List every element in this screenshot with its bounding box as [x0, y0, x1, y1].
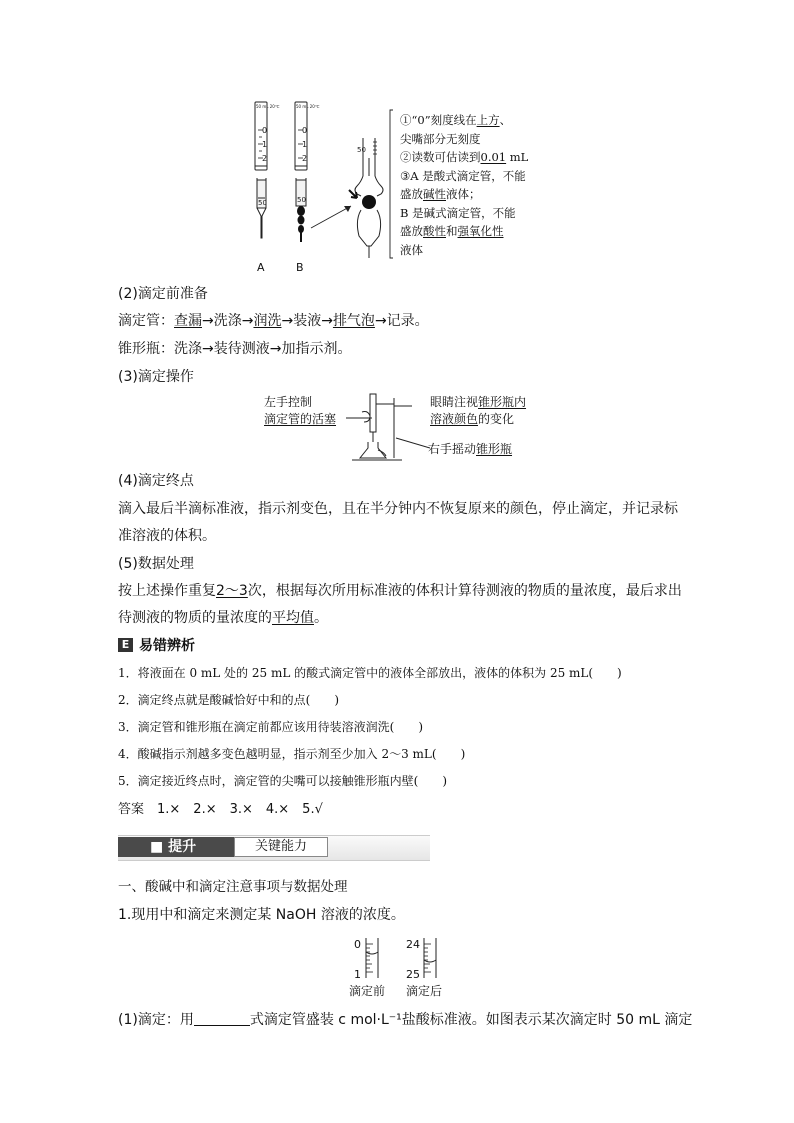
- error-item-3: 3．滴定管和锥形瓶在滴定前都应该用待装溶液润洗( ): [118, 720, 424, 734]
- question-1-1: (1)滴定：用 式滴定管盛装 c mol·L⁻¹盐酸标准液。如图表示某次滴定时 50 mL 滴定: [118, 1012, 693, 1028]
- error-analysis-heading: E 易错辨析: [118, 636, 195, 654]
- data-line-1: 按上述操作重复2～3次，根据每次所用标准液的体积计算待测液的物质的量浓度，最后求出: [118, 583, 682, 599]
- tube-a-scale-1: 1: [262, 140, 268, 149]
- after-bottom-reading: 25: [406, 968, 420, 981]
- burette-a: [255, 102, 267, 238]
- operation-heading: (3)滴定操作: [118, 369, 194, 385]
- note-line-2: 尖嘴部分无刻度: [400, 131, 481, 146]
- answer-line: 答案 1.× 2.× 3.× 4.× 5.√: [118, 802, 323, 817]
- data-line-2: 待测液的物质的量浓度的平均值。: [118, 610, 328, 626]
- tube-b-scale-50: 50: [297, 196, 306, 204]
- answer-blank[interactable]: [194, 1011, 250, 1026]
- prep-burette-line: 滴定管：查漏→洗涤→润洗→装液→排气泡→记录。: [118, 313, 429, 329]
- after-label: 滴定后: [406, 984, 443, 998]
- error-badge-icon: E: [118, 638, 133, 652]
- section-tab-key-ability: 关键能力: [234, 837, 328, 857]
- error-item-4: 4．酸碱指示剂越多变色越明显，指示剂至少加入 2～3 mL( ): [118, 747, 466, 761]
- tube-b-scale-0: 0: [302, 126, 308, 135]
- tube-b-top-label: 50 mL 20℃: [296, 104, 320, 109]
- before-label: 滴定前: [349, 984, 386, 998]
- tube-b-label: B: [296, 261, 304, 274]
- operation-right-text: 眼睛注视锥形瓶内 溶液颜色的变化: [430, 395, 527, 426]
- note-line-6: B 是碱式滴定管，不能: [400, 205, 516, 220]
- note-line-5: 盛放碱性液体；: [400, 187, 481, 201]
- tube-b-scale-2: 2: [302, 154, 308, 163]
- operation-right-shake: 右手摇动锥形瓶: [428, 442, 513, 456]
- data-heading: (5)数据处理: [118, 556, 194, 572]
- operation-left-text: 左手控制 滴定管的活塞: [264, 395, 337, 426]
- note-line-7: 盛放酸性和强氧化性: [400, 224, 504, 238]
- question-1: 1.现用中和滴定来测定某 NaOH 溶液的浓度。: [118, 907, 405, 923]
- part1-heading: 一、酸碱中和滴定注意事项与数据处理: [118, 879, 348, 895]
- tube-b-scale-1: 1: [302, 140, 308, 149]
- tube-a-top-label: 50 mL 20℃: [256, 104, 280, 109]
- endpoint-line-2: 准溶液的体积。: [118, 528, 216, 544]
- burette-figure: [245, 98, 395, 276]
- titration-operation-figure: [340, 392, 430, 464]
- burette-notes: [400, 111, 528, 259]
- section-tab-advance: ■ 提升: [118, 837, 234, 857]
- bubble-scale-50: 50: [357, 146, 366, 154]
- endpoint-heading: (4)滴定终点: [118, 473, 194, 489]
- after-top-reading: 24: [406, 938, 420, 951]
- tube-a-scale-0: 0: [262, 126, 268, 135]
- before-bottom-reading: 1: [354, 968, 361, 981]
- squeeze-arrow-icon: [349, 190, 357, 198]
- note-line-8: 液体: [400, 242, 423, 257]
- tube-a-scale-50: 50: [258, 199, 267, 207]
- error-item-2: 2．滴定终点就是酸碱恰好中和的点( ): [118, 693, 339, 707]
- endpoint-line-1: 滴入最后半滴标准液，指示剂变色，且在半分钟内不恢复原来的颜色，停止滴定，并记录标: [118, 501, 678, 517]
- error-item-1: 1．将液面在 0 mL 处的 25 mL 的酸式滴定管中的液体全部放出，液体的体积为 25 mL( ): [118, 666, 622, 680]
- prep-flask-line: 锥形瓶：洗涤→装待测液→加指示剂。: [118, 341, 352, 357]
- prep-heading: (2)滴定前准备: [118, 286, 208, 302]
- tube-a-label: A: [257, 261, 265, 274]
- before-top-reading: 0: [354, 938, 361, 951]
- error-item-5: 5．滴定接近终点时，滴定管的尖嘴可以接触锥形瓶内壁( ): [118, 774, 448, 788]
- note-line-4: ③A 是酸式滴定管，不能: [400, 168, 526, 183]
- note-line-1: ①“0”刻度线在上方、: [400, 113, 512, 127]
- tube-a-scale-2: 2: [262, 154, 268, 163]
- note-line-3: ②读数可估读到0.01 mL: [400, 150, 529, 164]
